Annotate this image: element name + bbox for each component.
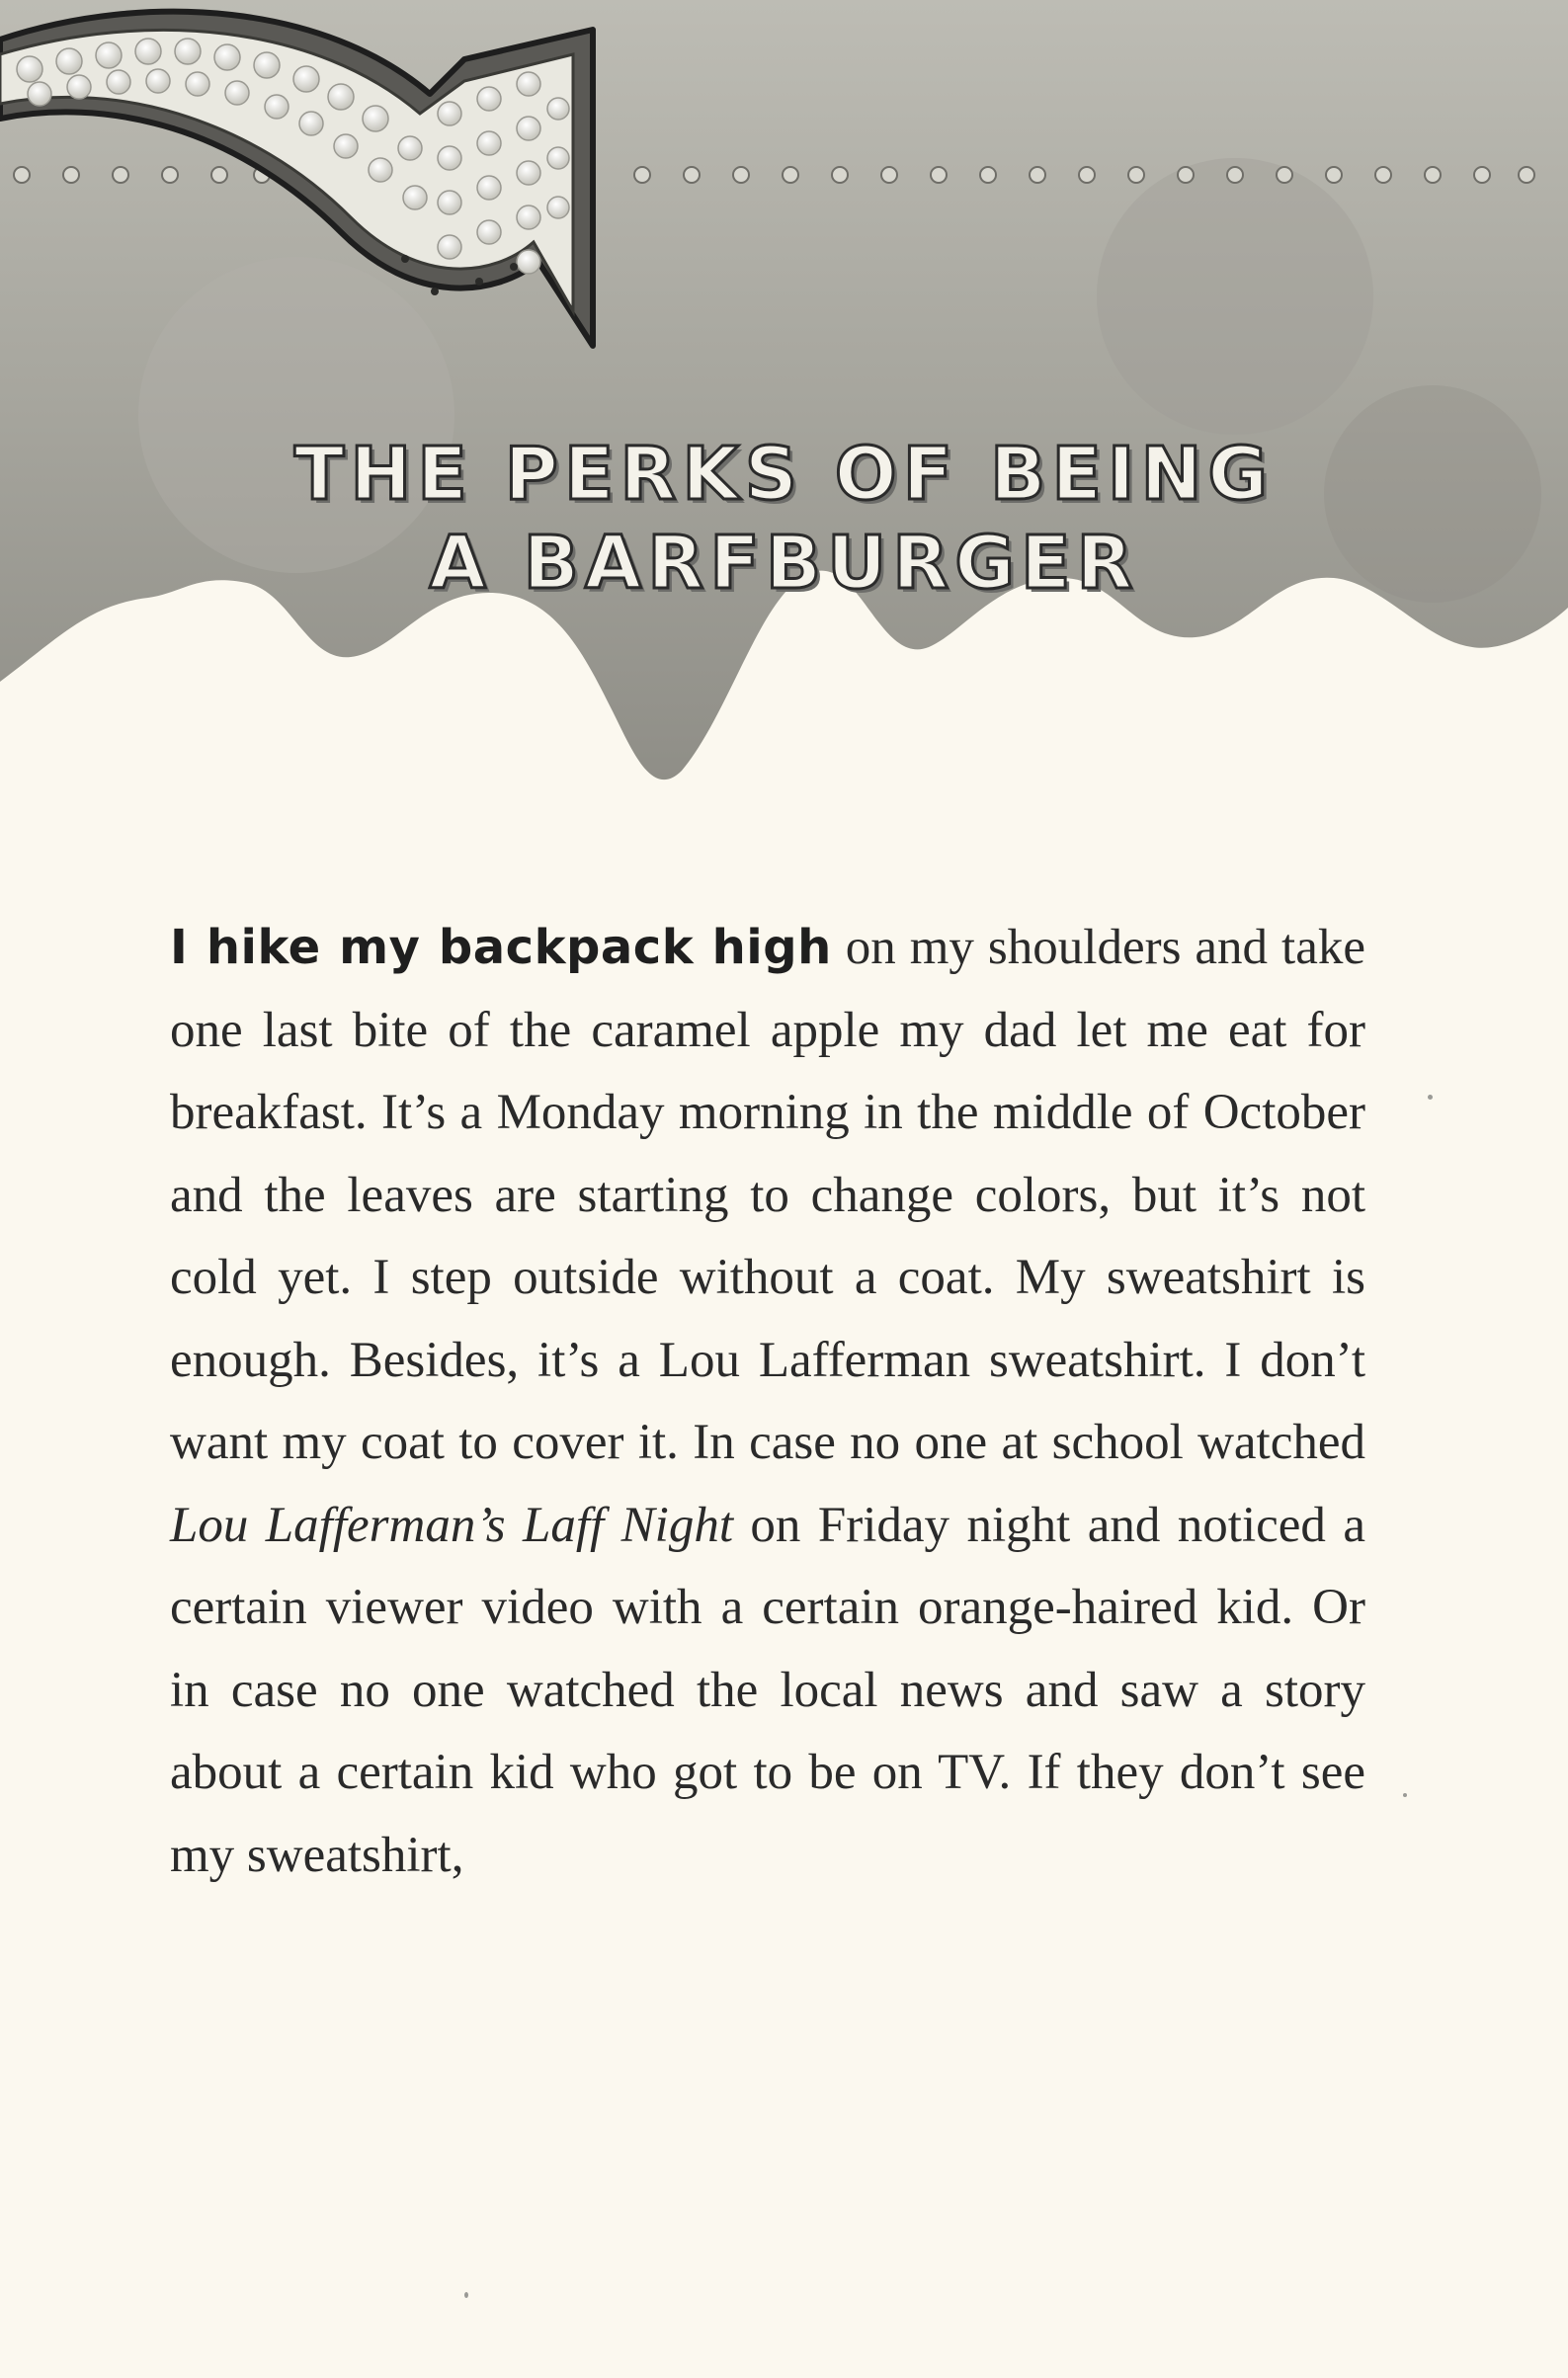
paragraph [170, 907, 1365, 1897]
paragraph-text-continued: on Friday night and noticed a certain viewer video with a certain orange-haired kid. Or in case no one watched the local news and saw a story about a certain kid who got to be on TV. If they don’t see my sweatshirt, [170, 1497, 1365, 1883]
paper-speck [464, 2292, 468, 2298]
paper-speck [1428, 1095, 1433, 1100]
chapter-title-line-2: A BARFBURGER [429, 520, 1139, 606]
chapter-body [170, 907, 1365, 1897]
lead-in-text: I hike my backpack high [170, 920, 832, 975]
chapter-header-art [0, 0, 1568, 790]
chapter-title-line-1: THE PERKS OF BEING [293, 431, 1275, 517]
show-title: Lou Lafferman’s Laff Night [170, 1497, 733, 1553]
paragraph-text: on my shoulders and take one last bite of the caramel apple my dad let me eat for breakfast. It’s a Monday morning in the middle of October and the leaves are starting to change colors, but it’s not cold yet. I step outside without a coat. My sweatshirt is enough. Besides, it’s a Lou Lafferman sweatshirt. I don’t want my coat to cover it. In case no one at school watched [170, 920, 1365, 1470]
chapter-title [0, 430, 1568, 608]
paper-speck [1403, 1793, 1407, 1797]
